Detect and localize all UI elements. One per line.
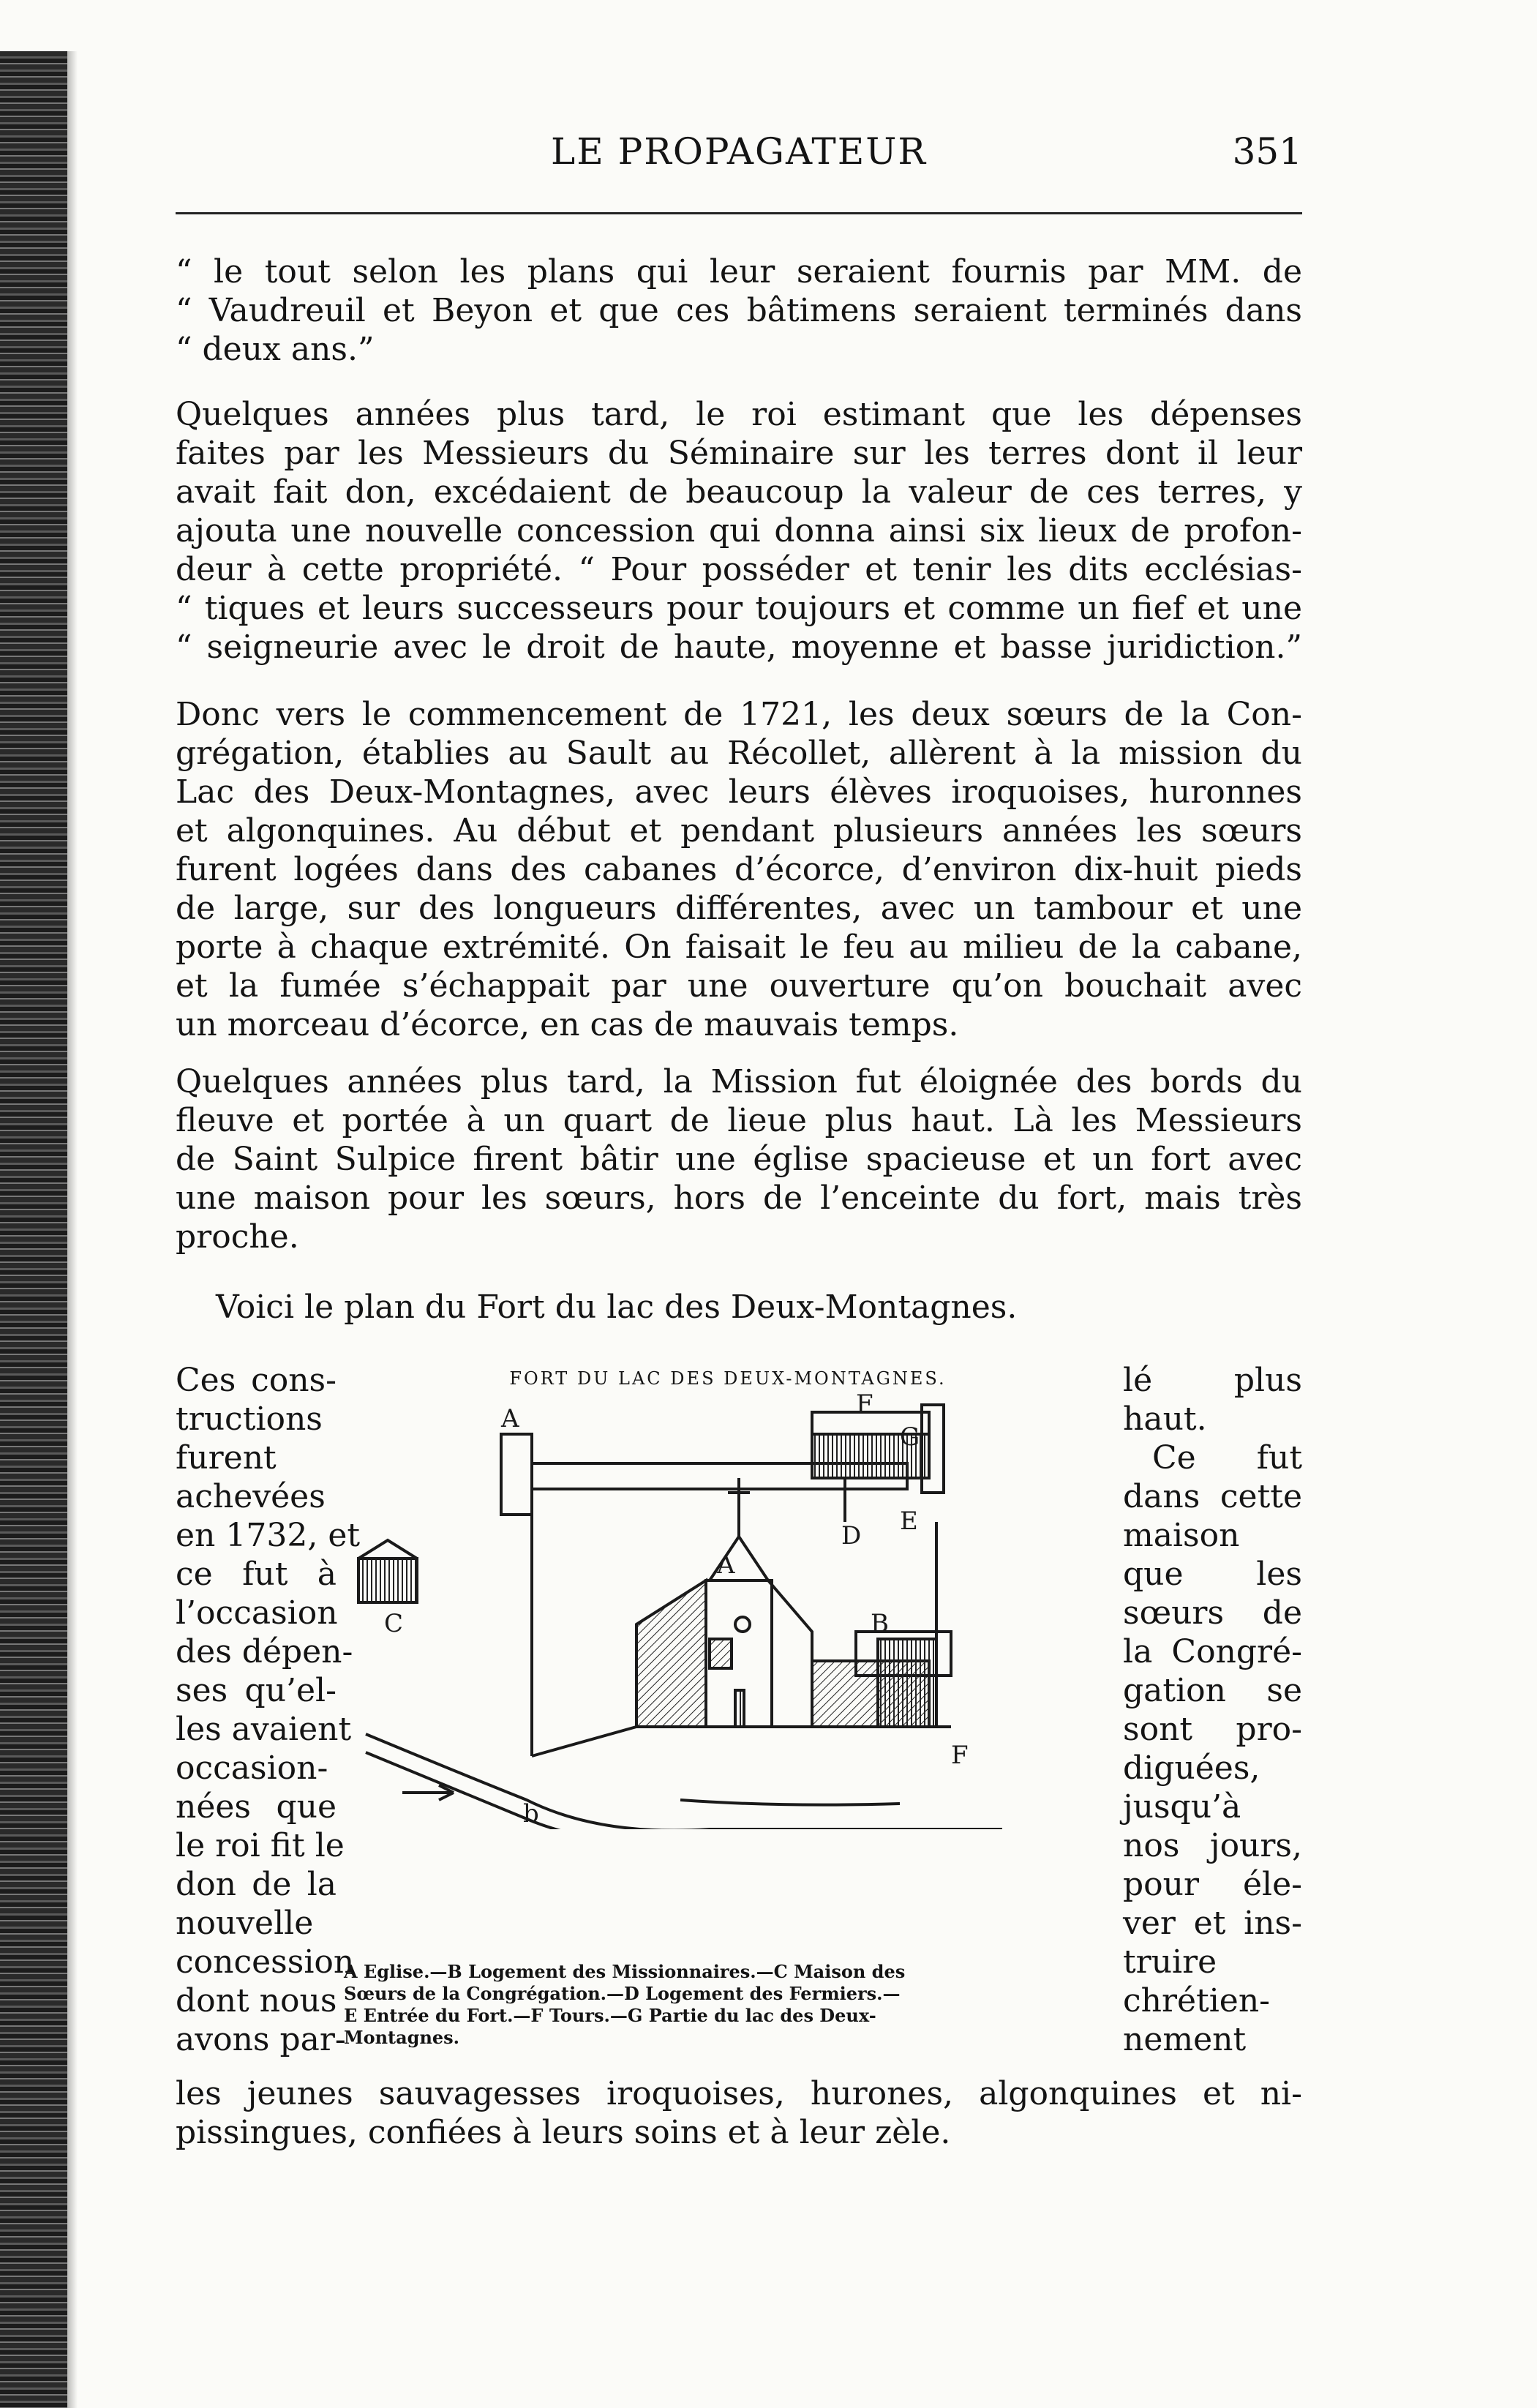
text-line: un morceau d’écorce, en cas de mauvais temps. [176,1006,959,1043]
text-line: nos jours, [1123,1827,1302,1864]
text-line: sont pro- [1123,1711,1302,1748]
caption-line: Sœurs de la Congrégation.—D Logement des Fermiers.— [344,1983,901,2004]
text-line: de large, sur des longueurs différentes, avec un tambour et une [176,890,1302,927]
paragraph-1 [176,252,1302,369]
book-spine-edge [0,51,67,2408]
page-header [176,130,1302,189]
label-a-church: A [717,1550,735,1580]
caption-line: Montagnes. [344,2027,460,2048]
text-line: furent logées dans des cabanes d’écorce, d’environ dix-huit pieds [176,851,1302,888]
text-line: nement [1123,2021,1247,2058]
text-line: lé plus [1123,1362,1302,1399]
text-line: fleuve et portée à un quart de lieue plus haut. Là les Messieurs [176,1102,1302,1139]
text-line: dans cette [1123,1478,1302,1515]
text-line: “ le tout selon les plans qui leur seraient fournis par MM. de [176,253,1302,290]
text-line: la Congré- [1123,1633,1302,1670]
text-line: avait fait don, excédaient de beaucoup la valeur de ces terres, y [176,473,1302,511]
text-line: que les [1123,1556,1302,1593]
label-e-entrance: E [900,1507,918,1536]
label-c-sisters: C [384,1609,404,1638]
text-line: Lac des Deux-Montagnes, avec leurs élèves iroquoises, huronnes [176,773,1302,811]
text-line: de Saint Sulpice firent bâtir une église spacieuse et un fort avec [176,1141,1302,1178]
fort-plan-illustration [344,1368,1112,1939]
text-line: en 1732, et [176,1517,361,1554]
text-line: dont nous [176,1982,337,2019]
text-line: pour éle- [1123,1866,1302,1903]
label-f-tower-2: F [951,1741,969,1770]
text-line: nées que [176,1788,337,1826]
paragraph-2 [176,395,1302,667]
text-line: gation se [1123,1672,1302,1709]
text-line: Donc vers le commencement de 1721, les deux sœurs de la Con- [176,696,1302,733]
text-line: occasion- [176,1749,328,1787]
text-line: “ Vaudreuil et Beyon et que ces bâtimens seraient terminés dans [176,292,1302,329]
running-title: LE PROPAGATEUR [551,130,927,173]
fort-engraving [344,1390,1112,1829]
text-line: Quelques années plus tard, la Mission fut éloignée des bords du [176,1063,1302,1100]
text-line: pissingues, confiées à leurs soins et à leur zèle. [176,2114,951,2151]
text-line: concession [176,1943,355,1981]
text-line: porte à chaque extrémité. On faisait le feu au milieu de la cabane, [176,929,1302,966]
figure-title: FORT DU LAC DES DEUX-MONTAGNES. [509,1368,947,1389]
label-f-tower: F [856,1390,873,1419]
right-wrap-column [1123,1361,1302,2059]
text-line: Quelques années plus tard, le roi estimant que les dépenses [176,396,1302,433]
page-number: 351 [1232,130,1302,173]
text-line: furent [176,1439,277,1477]
text-line: chrétien- [1123,1982,1271,2019]
label-g-lake: G [900,1422,920,1452]
text-line: les jeunes sauvagesses iroquoises, hurones, algonquines et ni- [176,2075,1302,2112]
text-line: proche. [176,1218,299,1256]
paragraph-3 [176,695,1302,1044]
label-b-missionaries: B [871,1609,889,1638]
text-line: jusqu’à [1123,1788,1241,1826]
text-line: truire [1123,1943,1217,1981]
paragraph-6 [176,2074,1302,2152]
label-a-tower: A [501,1404,519,1433]
text-line: nouvelle [176,1905,314,1942]
text-line: “ deux ans.” [176,331,375,368]
tower-top-left [501,1434,532,1515]
text-line: des dépen- [176,1633,353,1670]
text-line: ver et ins- [1123,1905,1302,1942]
header-rule [176,212,1302,214]
text-line: “ tiques et leurs successeurs pour toujours et comme un fief et une [176,590,1302,627]
text-line: maison [1123,1517,1240,1554]
text-line: une maison pour les sœurs, hors de l’enceinte du fort, mais très [176,1179,1302,1217]
text-line: sœurs de [1123,1594,1302,1632]
text-line: grégation, établies au Sault au Récollet, allèrent à la mission du [176,735,1302,772]
caption-line: A Eglise.—B Logement des Missionnaires.—C Maison des [344,1961,906,1982]
text-line: Voici le plan du Fort du lac des Deux-Montagnes. [216,1289,1018,1326]
text-line: Ces cons- [176,1362,337,1399]
text-line: avons par- [176,2021,346,2058]
text-line: don de la [176,1866,337,1903]
text-line: “ seigneurie avec le droit de haute, moyenne et basse juridiction.” [176,629,1302,666]
caption-line: E Entrée du Fort.—F Tours.—G Partie du lac des Deux- [344,2005,876,2026]
text-line: et algonquines. Au début et pendant plusieurs années les sœurs [176,812,1302,849]
label-b-small: b [523,1799,539,1828]
text-line: l’occasion [176,1594,338,1632]
text-line: diguées, [1123,1749,1260,1787]
text-line: le roi fit le [176,1827,345,1864]
text-line: ajouta une nouvelle concession qui donna ainsi six lieux de profon- [176,512,1302,550]
text-line: ce fut à [176,1556,337,1593]
text-line: faites par les Messieurs du Séminaire sur les terres dont il leur [176,435,1302,472]
paragraph-4 [176,1062,1302,1256]
paragraph-5 [176,1288,1302,1327]
text-line: les avaient [176,1711,352,1748]
text-line: et la fumée s’échappait par une ouverture qu’on bouchait avec [176,967,1302,1005]
text-line: tructions [176,1400,323,1438]
text-line: deur à cette propriété. “ Pour posséder et tenir les dits ecclésias- [176,551,1302,588]
figure-caption [344,1961,1119,2049]
label-d-farmers: D [841,1521,862,1550]
text-line: Ce fut [1152,1439,1302,1477]
text-line: ses qu’el- [176,1672,337,1709]
left-wrap-column [176,1361,361,2059]
text-line: achevées [176,1478,326,1515]
text-line: haut. [1123,1400,1207,1438]
